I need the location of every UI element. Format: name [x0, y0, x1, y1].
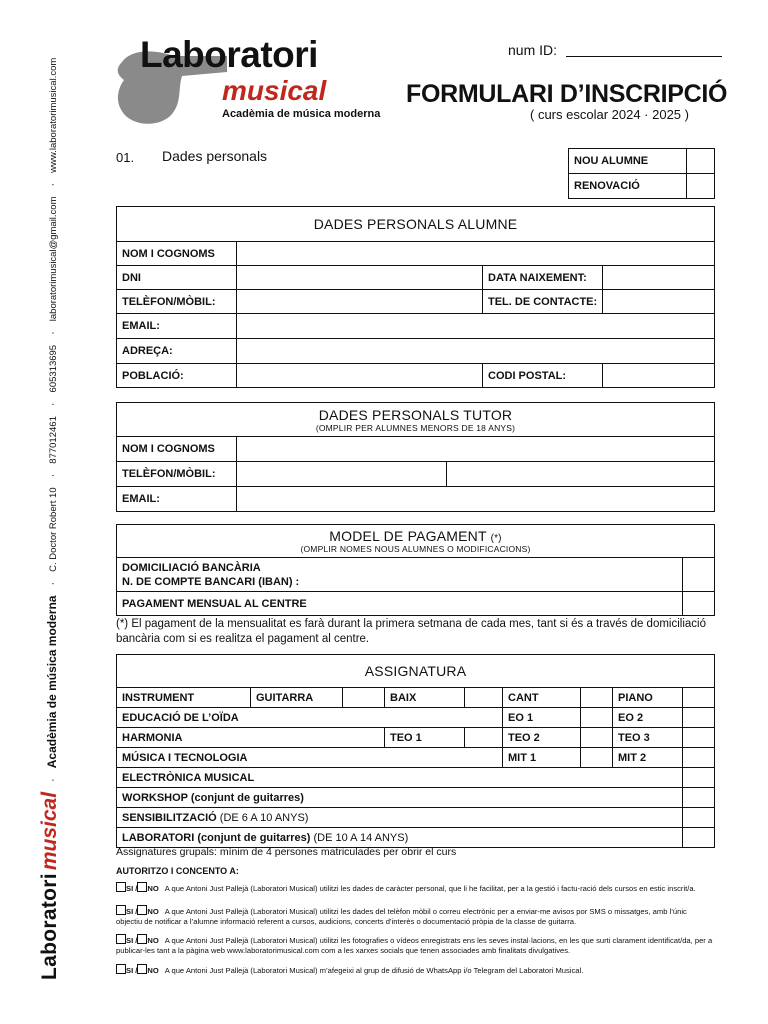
laboratori-checkbox[interactable] — [683, 828, 715, 848]
tutor-email-label: EMAIL: — [117, 487, 237, 512]
side-brand-laboratori: Laboratori — [38, 873, 61, 980]
student-postal-label: CODI POSTAL: — [483, 364, 603, 388]
teo1-label: TEO 1 — [385, 728, 465, 748]
consent-yes-checkbox[interactable] — [116, 934, 126, 944]
section-title: Dades personals — [162, 148, 268, 164]
side-text: Laboratori musical · Acadèmia de música moderna · C. Doctor Robert 10 · 877012461 · 605313695 · laboratorimusical@gmail.com · www.laboratorimusical.com — [38, 57, 61, 980]
logo-musical: musical — [222, 75, 327, 106]
voice-checkbox[interactable] — [581, 688, 613, 708]
teo1-checkbox[interactable] — [465, 728, 503, 748]
tutor-phone-label: TELÈFON/MÒBIL: — [117, 462, 237, 487]
tutor-phone-field-1[interactable] — [237, 462, 447, 487]
student-address-label: ADREÇA: — [117, 339, 237, 364]
side-phone2: 605313695 — [48, 344, 59, 393]
student-city-field[interactable] — [237, 364, 483, 388]
side-web: www.laboratorimusical.com — [48, 57, 59, 173]
payment-note: (*) El pagament de la mensualitat es farà durant la primera setmana de cada mes, tant si és a través de domiciliació bancària com si es realitza el pagament al centre. — [116, 618, 706, 645]
mit1-checkbox[interactable] — [581, 748, 613, 768]
new-student-label: NOU ALUMNE — [569, 149, 687, 174]
guitar-checkbox[interactable] — [343, 688, 385, 708]
logo-tagline: Acadèmia de música moderna — [222, 108, 381, 120]
bank-direct-debit-label: DOMICILIACIÓ BANCÀRIA N. DE COMPTE BANCARI (IBAN) : — [117, 558, 683, 592]
tutor-phone-field-2[interactable] — [447, 462, 715, 487]
teo3-label: TEO 3 — [613, 728, 683, 748]
subjects-heading: ASSIGNATURA — [117, 655, 715, 688]
side-subtitle: Acadèmia de música moderna — [45, 595, 59, 769]
side-address: C. Doctor Robert 10 — [48, 487, 59, 572]
payment-heading: MODEL DE PAGAMENT (*) (OMPLIR NOMES NOUS ALUMNES O MODIFICACIONS) — [117, 525, 715, 558]
teo2-checkbox[interactable] — [581, 728, 613, 748]
eo2-label: EO 2 — [613, 708, 683, 728]
consent-item: SI / NO A que Antoni Just Pallejà (Laboratori Musical) utilitzi les fotografies o vídeos enregistrats ens les seves instal·lacions, en les que surti clarament identificat/da, per a publicar-les tant a la pàgina web www.laboratorimusical.com com a les xarxes socials que tenen associades amb finalitats divulgatives. — [116, 936, 713, 955]
workshop-checkbox[interactable] — [683, 788, 715, 808]
student-birth-label: DATA NAIXEMENT: — [483, 266, 603, 290]
tutor-email-field[interactable] — [237, 487, 715, 512]
renewal-label: RENOVACIÓ — [569, 174, 687, 199]
harmony-label: HARMONIA — [117, 728, 385, 748]
piano-label: PIANO — [613, 688, 683, 708]
sensibilization-label: SENSIBILITZACIÓ (DE 6 A 10 ANYS) — [117, 808, 683, 828]
student-address-field[interactable] — [237, 339, 715, 364]
form-title: FORMULARI D’INSCRIPCIÓ — [406, 80, 728, 108]
sensibilization-checkbox[interactable] — [683, 808, 715, 828]
logo-laboratori: Laboratori — [140, 34, 318, 75]
piano-checkbox[interactable] — [683, 688, 715, 708]
new-student-checkbox[interactable] — [687, 149, 715, 174]
student-name-field[interactable] — [237, 242, 715, 266]
section-number: 01. — [116, 150, 135, 165]
eo1-label: EO 1 — [503, 708, 581, 728]
consent-heading: AUTORITZO I CONCENTO A: — [116, 866, 239, 876]
eo1-checkbox[interactable] — [581, 708, 613, 728]
side-email: laboratorimusical@gmail.com — [48, 196, 59, 322]
student-dni-field[interactable] — [237, 266, 483, 290]
side-phone1: 877012461 — [48, 416, 59, 464]
status-table — [568, 148, 715, 199]
student-contact-phone-field[interactable] — [603, 290, 715, 314]
instrument-label: INSTRUMENT — [117, 688, 251, 708]
electronic-label: ELECTRÒNICA MUSICAL — [117, 768, 683, 788]
consent-no-checkbox[interactable] — [137, 964, 147, 974]
consent-yes-checkbox[interactable] — [116, 882, 126, 892]
mit2-checkbox[interactable] — [683, 748, 715, 768]
student-phone-label: TELÈFON/MÒBIL: — [117, 290, 237, 314]
side-strip — [0, 0, 100, 1024]
consent-yes-checkbox[interactable] — [116, 905, 126, 915]
teo2-label: TEO 2 — [503, 728, 581, 748]
tutor-table — [116, 402, 715, 512]
laboratori-label: LABORATORI (conjunt de guitarres) (DE 10 A 14 ANYS) — [117, 828, 683, 848]
student-postal-field[interactable] — [603, 364, 715, 388]
consent-no-checkbox[interactable] — [137, 882, 147, 892]
monthly-centre-label: PAGAMENT MENSUAL AL CENTRE — [117, 592, 683, 616]
bass-label: BAIX — [385, 688, 465, 708]
tutor-heading: DADES PERSONALS TUTOR (OMPLIR PER ALUMNES MENORS DE 18 ANYS) — [117, 403, 715, 437]
group-note: Assignatures grupals: mínim de 4 persones matriculades per obrir el curs — [116, 846, 457, 858]
subjects-table — [116, 654, 715, 848]
music-tech-label: MÚSICA I TECNOLOGIA — [117, 748, 503, 768]
bass-checkbox[interactable] — [465, 688, 503, 708]
ear-training-label: EDUCACIÓ DE L’OÏDA — [117, 708, 503, 728]
consent-item: SI / NO A que Antoni Just Pallejà (Laboratori Musical) utilitzi les dades de caràcter personal, que li he facilitat, per a la gestió i factu-ració dels cursos en estic inscrit/a. — [116, 882, 714, 894]
payment-table — [116, 524, 715, 616]
teo3-checkbox[interactable] — [683, 728, 715, 748]
student-city-label: POBLACIÓ: — [117, 364, 237, 388]
student-heading: DADES PERSONALS ALUMNE — [117, 207, 715, 242]
student-phone-field[interactable] — [237, 290, 483, 314]
guitar-label: GUITARRA — [251, 688, 343, 708]
num-id-label: num ID: — [508, 42, 558, 58]
workshop-label: WORKSHOP (conjunt de guitarres) — [117, 788, 683, 808]
tutor-name-field[interactable] — [237, 437, 715, 462]
num-id-field[interactable] — [566, 56, 722, 57]
student-table — [116, 206, 715, 388]
eo2-checkbox[interactable] — [683, 708, 715, 728]
consent-no-checkbox[interactable] — [137, 934, 147, 944]
mit1-label: MIT 1 — [503, 748, 581, 768]
tutor-name-label: NOM I COGNOMS — [117, 437, 237, 462]
student-email-label: EMAIL: — [117, 314, 237, 339]
consent-no-checkbox[interactable] — [137, 905, 147, 915]
renewal-checkbox[interactable] — [687, 174, 715, 199]
electronic-checkbox[interactable] — [683, 768, 715, 788]
consent-item: SI / NO A que Antoni Just Pallejà (Laboratori Musical) m’afegeixi al grup de difusió de WhatsApp i/o Telegram del Laboratori Musical. — [116, 964, 714, 976]
bank-direct-debit-checkbox[interactable] — [683, 558, 715, 592]
monthly-centre-checkbox[interactable] — [683, 592, 715, 616]
form-subtitle: ( curs escolar 2024 · 2025 ) — [530, 107, 689, 122]
side-brand-musical: musical — [38, 791, 61, 871]
tutor-subheading: (OMPLIR PER ALUMNES MENORS DE 18 ANYS) — [315, 422, 516, 433]
student-dni-label: DNI — [117, 266, 237, 290]
voice-label: CANT — [503, 688, 581, 708]
student-name-label: NOM I COGNOMS — [117, 242, 237, 266]
student-contact-phone-label: TEL. DE CONTACTE: — [483, 290, 603, 314]
consent-yes-checkbox[interactable] — [116, 964, 126, 974]
payment-subheading: (OMPLIR NOMES NOUS ALUMNES O MODIFICACIONS) — [300, 544, 531, 554]
student-birth-field[interactable] — [603, 266, 715, 290]
consent-item: SI / NO A que Antoni Just Pallejà (Laboratori Musical) utilitzi les dades del telèfon mòbil o correu electrònic per a enviar-me avisos por SMS o missatges, amb l’únic objectiu de notificar a l’alumne informació referent a cursos, audicions, concerts d’interès o documentació pròpia de la classe de guitarra. — [116, 907, 687, 926]
student-email-field[interactable] — [237, 314, 715, 339]
mit2-label: MIT 2 — [613, 748, 683, 768]
